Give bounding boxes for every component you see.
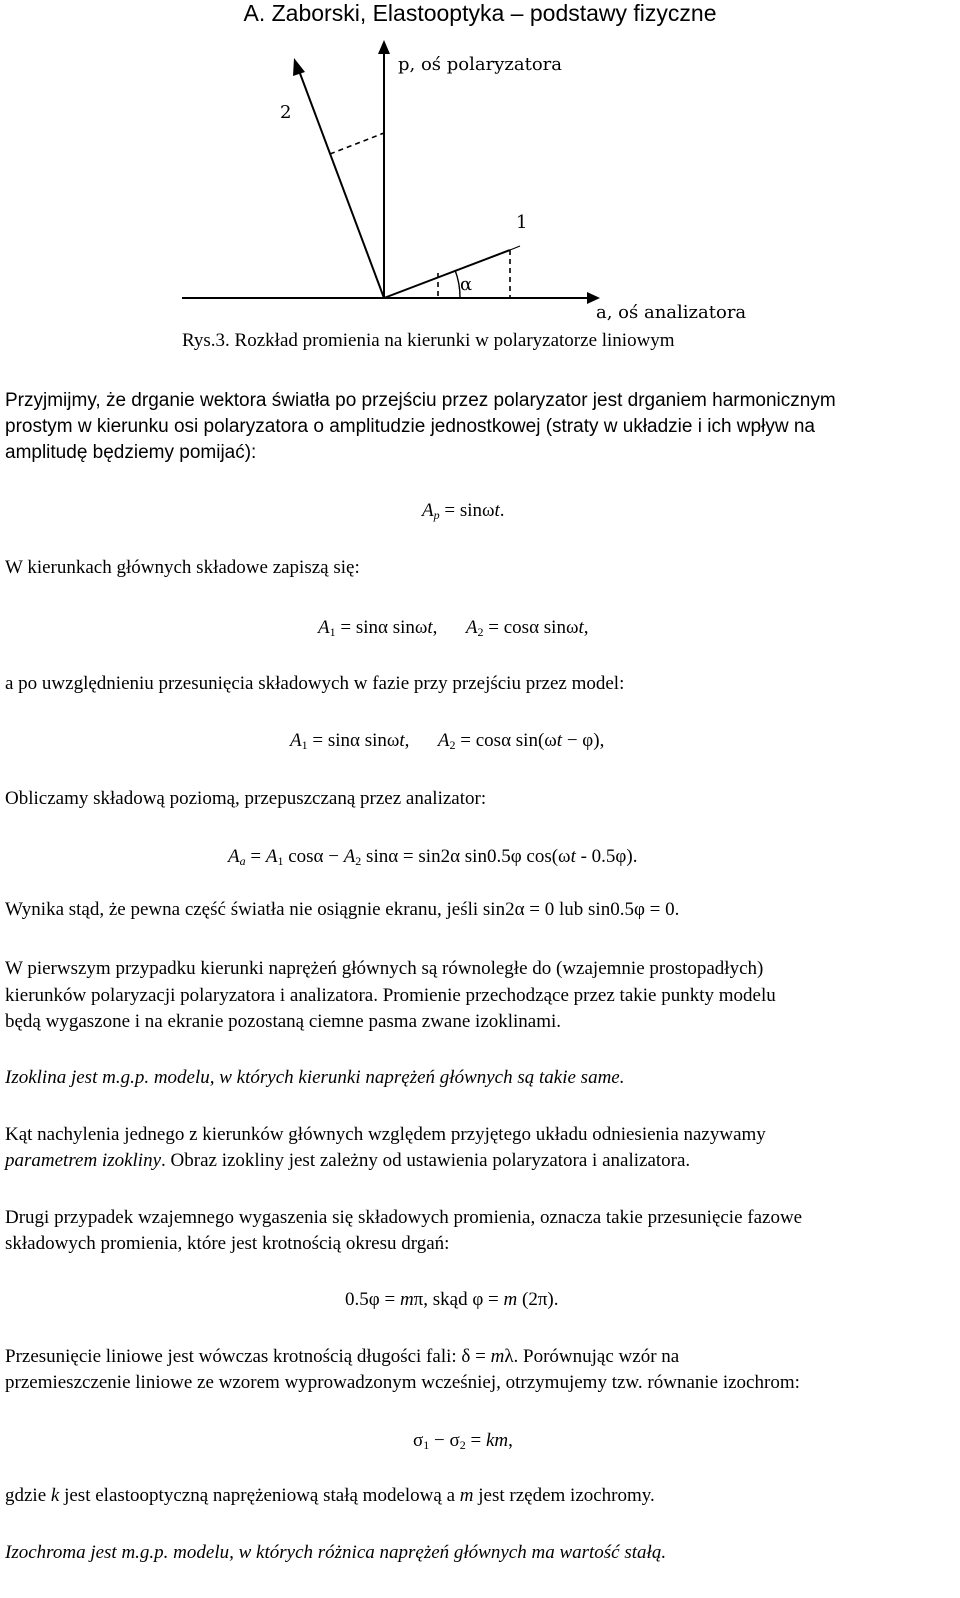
equation-analyzer: $A_a = A_1$ $\cos\alpha - A_2$ sinα = sin2α sin0.5φ cos(ωt - 0.5φ). bbox=[228, 846, 638, 868]
components-text: W kierunkach głównych składowe zapiszą się: bbox=[5, 557, 360, 578]
first-case-line-3: będą wygaszone i na ekranie pozostaną ciemne pasma zwane izoklinami. bbox=[5, 1011, 562, 1032]
equation-ap: $A_p = \sin\omega t$. bbox=[422, 500, 505, 522]
intro-line-1: Przyjmijmy, że drganie wektora światła po przejściu przez polaryzator jest drganiem harmonicznym bbox=[5, 390, 836, 411]
first-case-line-2: kierunków polaryzacji polaryzatora i analizatora. Promienie przechodzące przez takie punkty modelu bbox=[5, 985, 776, 1006]
horizontal-text: Obliczamy składową poziomą, przepuszczaną przez analizator: bbox=[5, 788, 487, 809]
model-text: a po uwzględnieniu przesunięcia składowych w fazie przy przejściu przez model: bbox=[5, 673, 625, 694]
isocline-definition: Izoklina jest m.g.p. modelu, w których kierunki naprężeń głównych są takie same. bbox=[5, 1067, 625, 1088]
alpha-label: α bbox=[460, 274, 473, 295]
first-case-line-1: W pierwszym przypadku kierunki naprężeń głównych są równoległe do (wzajemnie prostopadłych) bbox=[5, 958, 764, 979]
shift-line-2: przemieszczenie liniowe ze wzorem wyprowadzonym wcześniej, otrzymujemy tzw. równanie izochrom: bbox=[5, 1372, 800, 1393]
vector-2-arrow bbox=[293, 58, 305, 76]
equation-components: $A_1 = \sin\alpha$ sinωt, $A_2 = \cos\alpha$ sinωt, bbox=[318, 617, 589, 639]
polarizer-axis-label: p, oś polaryzatora bbox=[398, 54, 563, 75]
equation-isochromes: $\sigma_1 - \sigma_2$ = km, bbox=[413, 1430, 513, 1452]
parameter-line-1: Kąt nachylenia jednego z kierunków głównych względem przyjętego układu odniesienia nazywamy bbox=[5, 1124, 766, 1145]
vector-1-label: 1 bbox=[516, 212, 528, 233]
projection-dash-1 bbox=[330, 133, 384, 154]
shift-line-1: Przesunięcie liniowe jest wówczas krotnością długości fali: δ = mλ. Porównując wzór na bbox=[5, 1346, 680, 1367]
equation-phase: 0.5φ = mπ, skąd φ = m (2π). bbox=[345, 1289, 559, 1310]
vector-2-label: 2 bbox=[280, 102, 292, 123]
vector-1-extension bbox=[510, 246, 520, 250]
parameter-line-2: parametrem izokliny. Obraz izokliny jest zależny od ustawienia polaryzatora i analizatora. bbox=[5, 1150, 691, 1171]
intro-line-2: prostym w kierunku osi polaryzatora o amplitudzie jednostkowej (straty w układzie i ich wpływ na bbox=[5, 416, 815, 437]
analyzer-axis-label: a, oś analizatora bbox=[596, 302, 747, 323]
constant-k-text: gdzie k jest elastooptyczną naprężeniową stałą modelową a m jest rzędem izochromy. bbox=[5, 1485, 655, 1506]
figure-caption: Rys.3. Rozkład promienia na kierunki w polaryzatorze liniowym bbox=[182, 330, 675, 351]
result-paragraph: Wynika stąd, że pewna część światła nie osiągnie ekranu, jeśli sin2α = 0 lub sin0.5φ = 0. bbox=[5, 899, 680, 920]
polarizer-axis-arrow bbox=[378, 40, 390, 54]
polarizer-diagram bbox=[170, 36, 770, 336]
vector-2 bbox=[298, 68, 384, 298]
equation-model: $A_1 = \sin\alpha$ sinωt, $A_2 = \cos\alpha$ sin(ωt − φ), bbox=[290, 730, 605, 752]
isochrome-definition: Izochroma jest m.g.p. modelu, w których różnica naprężeń głównych ma wartość stałą. bbox=[5, 1542, 667, 1563]
vector-1 bbox=[384, 250, 510, 298]
second-case-line-1: Drugi przypadek wzajemnego wygaszenia się składowych promienia, oznacza takie przesunięcie fazowe bbox=[5, 1207, 803, 1228]
intro-line-3: amplitudę będziemy pomijać): bbox=[5, 442, 257, 463]
second-case-line-2: składowych promienia, które jest krotnością okresu drgań: bbox=[5, 1233, 450, 1254]
page-header: A. Zaborski, Elastooptyka – podstawy fizyczne bbox=[243, 0, 717, 26]
